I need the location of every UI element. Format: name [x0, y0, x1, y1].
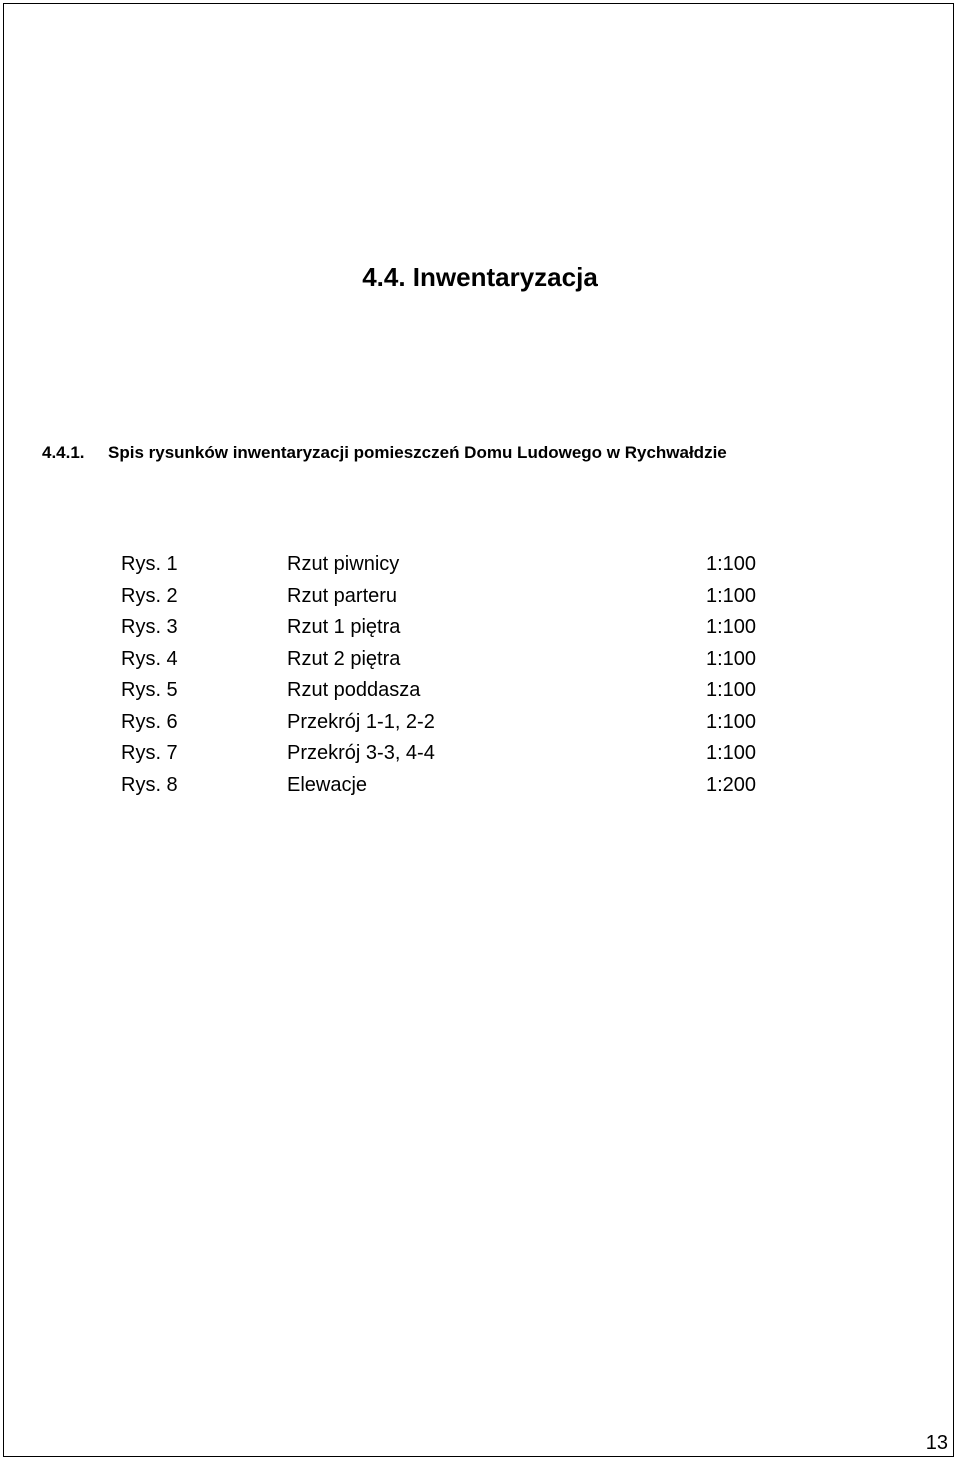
- drawing-label: Rys. 6: [121, 710, 178, 733]
- drawing-row: [121, 770, 801, 802]
- drawing-scale: 1:100: [706, 553, 757, 575]
- drawing-scale: 1:100: [706, 616, 757, 638]
- drawing-title: Rzut piwnicy: [287, 553, 400, 575]
- drawing-scale: 1:100: [706, 679, 757, 701]
- drawing-row: [121, 581, 801, 613]
- drawing-scale: 1:200: [706, 773, 757, 796]
- drawing-label: Rys. 3: [121, 616, 178, 638]
- drawing-list: [121, 549, 801, 801]
- drawing-row: [121, 675, 801, 707]
- drawing-row: [121, 738, 801, 770]
- drawing-scale: 1:100: [706, 710, 757, 733]
- drawing-label: Rys. 5: [121, 679, 178, 701]
- drawing-title: Rzut poddasza: [287, 679, 421, 701]
- drawing-title: Rzut 2 piętra: [287, 647, 401, 670]
- drawing-label: Rys. 1: [121, 553, 178, 575]
- drawing-title: Elewacje: [287, 773, 368, 796]
- drawing-row: [121, 707, 801, 739]
- subsection-number: 4.4.1.: [42, 443, 85, 462]
- drawing-title: Przekrój 3-3, 4-4: [287, 742, 435, 764]
- drawing-label: Rys. 8: [121, 773, 178, 796]
- drawing-label: Rys. 4: [121, 647, 178, 670]
- drawing-title: Rzut 1 piętra: [287, 616, 401, 638]
- page-number: 13: [925, 1432, 948, 1454]
- drawing-scale: 1:100: [706, 742, 757, 764]
- drawing-row: [121, 549, 801, 581]
- drawing-label: Rys. 7: [121, 742, 178, 764]
- drawing-row: [121, 612, 801, 644]
- drawing-label: Rys. 2: [121, 584, 178, 607]
- subsection-title-text: Spis rysunków inwentaryzacji pomieszczeń Domu Ludowego w Rychwałdzie: [108, 443, 727, 462]
- drawing-title: Przekrój 1-1, 2-2: [287, 710, 435, 733]
- drawing-row: [121, 644, 801, 676]
- drawing-title: Rzut parteru: [287, 584, 398, 607]
- drawing-scale: 1:100: [706, 584, 757, 607]
- subsection-title: [42, 440, 727, 466]
- section-title: 4.4. Inwentaryzacja: [362, 262, 598, 292]
- drawing-scale: 1:100: [706, 647, 757, 670]
